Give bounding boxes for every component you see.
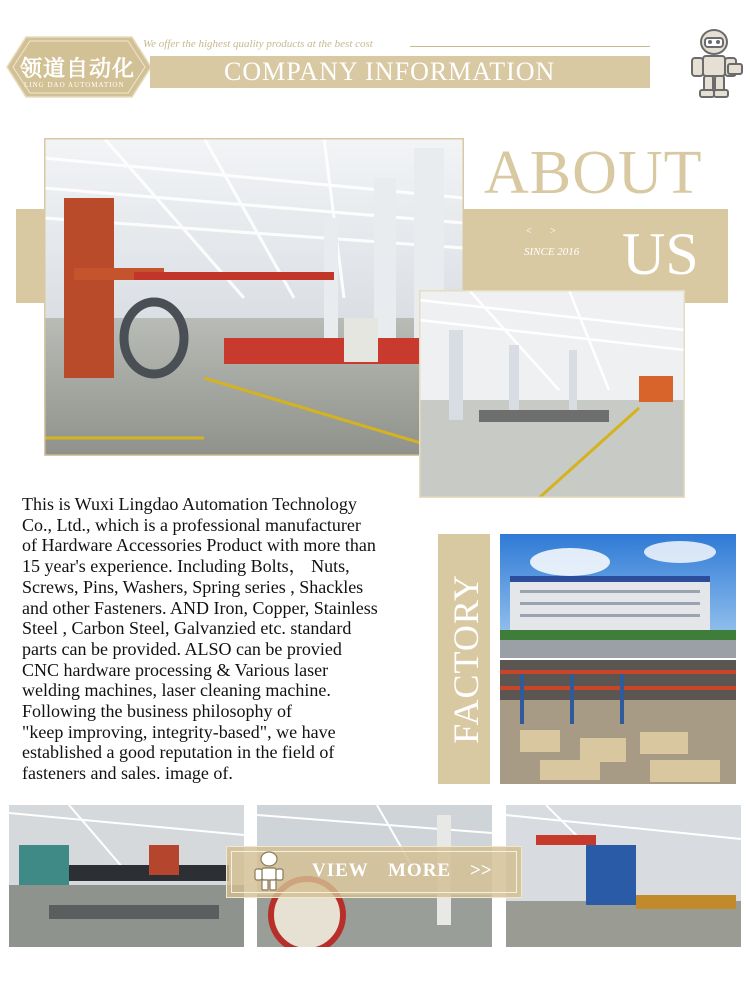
factory-building-photo [500,534,736,658]
robot-mascot-icon [684,26,744,100]
factory-hall-photo [44,138,464,456]
workshop-photo [419,290,685,498]
robot-mascot-icon [250,850,288,894]
slide-arrows: < > [526,226,564,237]
company-intro-paragraph: This is Wuxi Lingdao Automation Technology Co., Ltd., which is a professional manufacturer of Hardware Accessories Product with more than 15 year's experience. Including Bolts， Nuts, Screws, Pins, Washers, Spring series , Shackles and other Fasteners. AND Iron, Copper, Stainless Steel , Carbon Steel, Galvanzied etc. standard parts can be provided. ALSO can be provied CNC hardware processing & Various laser welding machines, laser cleaning machine. Following the business philosophy of "keep improving, integrity-based", we have established a good reputation in the field of fasteners and sales. image of. [22,494,378,784]
production-line-photo [9,805,244,947]
since-year: SINCE 2016 [524,246,580,258]
about-heading: ABOUT [484,139,703,207]
view-more-label-more: MORE [388,860,452,881]
chevron-right-icon: >> [470,860,492,881]
logo-chinese-text: 领道自动化 [20,57,136,82]
view-more-label-view: VIEW [312,860,369,881]
warehouse-photo [500,660,736,784]
factory-heading-text: FACTORY [446,574,486,744]
header-tagline: We offer the highest quality products at the best cost [143,38,373,50]
logo-english-text: LING DAO AUTOMATION [24,81,125,89]
header-divider [410,46,650,47]
robot-arm-photo [506,805,741,947]
us-heading: US [622,221,699,287]
page-title: COMPANY INFORMATION [224,57,556,86]
factory-heading [430,535,500,783]
